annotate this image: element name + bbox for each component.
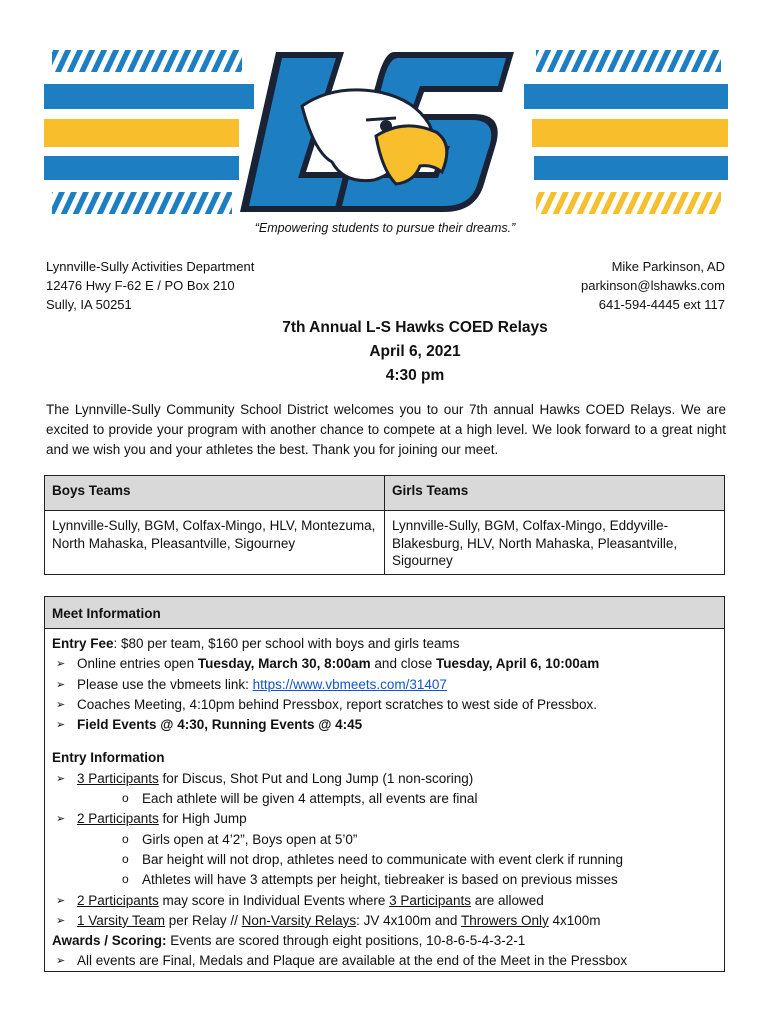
scoring-text: are allowed — [470, 892, 544, 908]
sub-list-item: o Each athlete will be given 4 attempts, all events are final — [52, 789, 717, 809]
event-times: Field Events @ 4:30, Running Events @ 4:45 — [77, 717, 363, 733]
sub-list-item: o Girls open at 4’2”, Boys open at 5’0” — [52, 830, 717, 850]
sender-line: 12476 Hwy F-62 E / PO Box 210 — [46, 278, 235, 293]
vbmeets-link[interactable]: https://www.vbmeets.com/31407 — [252, 676, 447, 692]
open-date: Tuesday, March 30, 8:00am — [197, 656, 371, 672]
list-item — [52, 654, 717, 674]
contact-phone: 641-594-4445 ext 117 — [598, 297, 725, 312]
girls-teams-header: Girls Teams — [385, 476, 725, 511]
entry-fee-label: Entry Fee — [52, 636, 114, 651]
event-title: 7th Annual L-S Hawks COED Relays — [282, 319, 548, 336]
close-date: Tuesday, April 6, 10:00am — [435, 656, 600, 672]
contact-info — [581, 257, 725, 314]
event-titles — [0, 316, 770, 388]
list-item — [52, 675, 717, 695]
girls-teams-list: Lynnville-Sully, BGM, Colfax-Mingo, Eddyville-Blakesburg, HLV, North Mahaska, Pleasantville, Sigourney — [385, 511, 725, 575]
list-item: ➢ Coaches Meeting, 4:10pm behind Pressbox, report scratches to west side of Pressbox. — [52, 695, 717, 715]
participants-text: for High Jump — [158, 811, 247, 827]
awards-label: Awards / Scoring: — [52, 933, 167, 949]
list-item — [52, 769, 717, 789]
list-item — [52, 715, 717, 735]
relay-varsity: 1 Varsity Team — [77, 912, 166, 928]
participants-3: 3 Participants — [389, 892, 471, 908]
list-item — [52, 911, 717, 931]
list-item: ➢ All events are Final, Medals and Plaque are available at the end of the Meet in the Pressbox — [52, 951, 717, 971]
boys-teams-header: Boys Teams — [45, 476, 385, 511]
entry-info-title: Entry Information — [52, 750, 165, 766]
entry-fee-text: : $80 per team, $160 per school with boys and girls teams — [113, 636, 460, 651]
contact-email: parkinson@lshawks.com — [581, 278, 725, 293]
school-logo — [44, 44, 728, 220]
boys-teams-list: Lynnville-Sully, BGM, Colfax-Mingo, HLV, Montezuma, North Mahaska, Pleasantville, Sigourney — [45, 511, 385, 575]
relay-throwers: Throwers Only — [460, 912, 549, 928]
sender-address — [46, 257, 254, 314]
intro-paragraph: The Lynnville-Sully Community School District welcomes you to our 7th annual Hawks COED Relays. We are excited to provide your program with another chance to compete at a high level. We look forward to a great night and we wish you and your athletes the best. Thank you for joining our meet. — [46, 402, 726, 457]
relay-nonvarsity: Non-Varsity Relays — [241, 912, 357, 928]
teams-table — [44, 475, 725, 575]
scoring-text: may score in Individual Events where — [158, 892, 390, 908]
awards-text: Events are scored through eight positions, 10-8-6-5-4-3-2-1 — [166, 933, 526, 949]
sub-list-item: o Bar height will not drop, athletes need to communicate with event clerk if running — [52, 850, 717, 870]
sender-line: Sully, IA 50251 — [46, 297, 132, 312]
participants-3: 3 Participants — [77, 770, 159, 786]
meet-information-box — [44, 596, 725, 972]
entry-fee — [52, 634, 717, 654]
list-item — [52, 809, 717, 829]
sender-line: Lynnville-Sully Activities Department — [46, 259, 255, 274]
participants-2: 2 Participants — [77, 811, 159, 827]
school-motto: “Empowering students to pursue their dreams.” — [254, 221, 516, 235]
relay-text: per Relay // — [165, 912, 242, 928]
online-text: and close — [370, 656, 436, 672]
online-text: Online entries open — [77, 656, 198, 672]
event-time: 4:30 pm — [385, 367, 445, 384]
list-item — [52, 891, 717, 911]
event-date: April 6, 2021 — [369, 343, 461, 360]
vbmeets-text: Please use the vbmeets link: — [77, 676, 253, 692]
contact-name: Mike Parkinson, AD — [611, 259, 725, 274]
relay-text: 4x100m — [548, 912, 601, 928]
entry-info-header — [52, 748, 717, 768]
participants-2: 2 Participants — [77, 892, 159, 908]
meet-info-header: Meet Information — [45, 597, 724, 629]
sub-list-item: o Athletes will have 3 attempts per height, tiebreaker is based on previous misses — [52, 870, 717, 890]
relay-text: : JV 4x100m and — [356, 912, 461, 928]
participants-text: for Discus, Shot Put and Long Jump (1 non-scoring) — [158, 770, 474, 786]
awards-scoring — [52, 931, 717, 951]
